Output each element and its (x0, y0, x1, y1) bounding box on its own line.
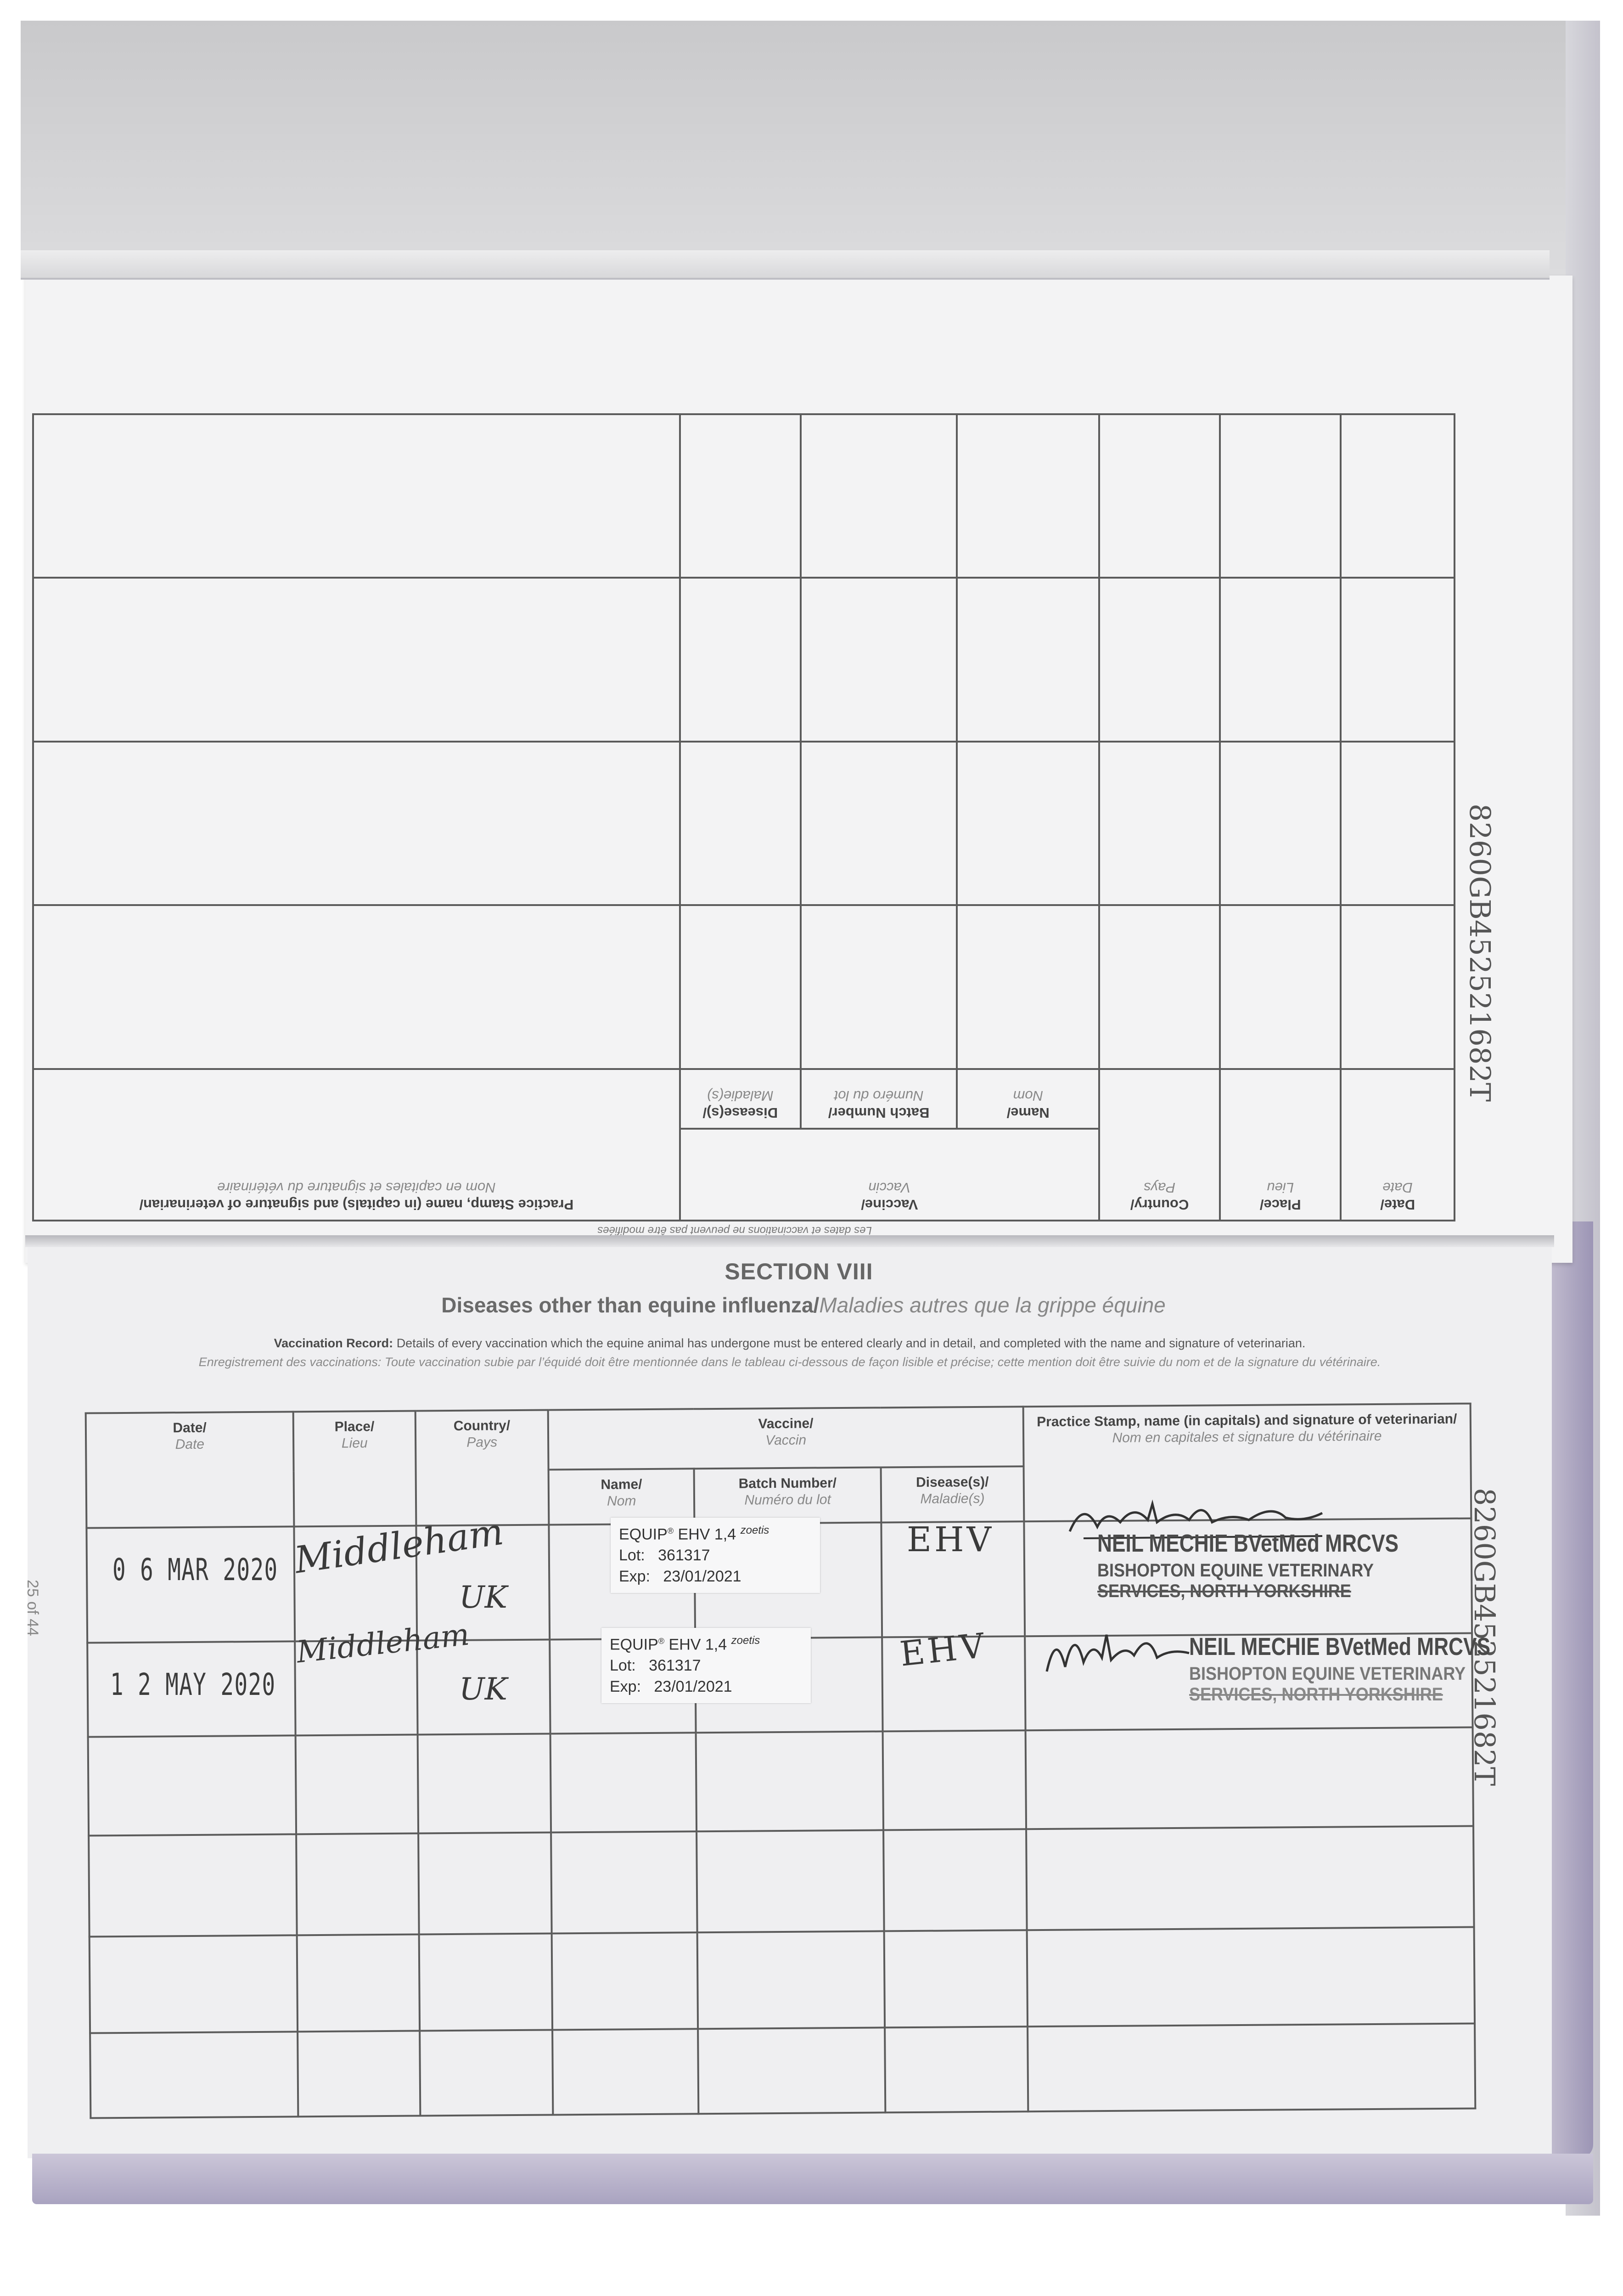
row1-practice-line1: BISHOPTON EQUINE VETERINARY (1097, 1560, 1374, 1581)
upper-table-row (33, 578, 1455, 742)
upper-header-vaccine: Vaccine/ Vaccin (680, 1129, 1099, 1221)
row2-vaccine-label: EQUIP® EHV 1,4 $^{zoetis}$ Lot: 361317 Exp: 23/01/2021 (601, 1628, 811, 1703)
upper-footnote: Les dates et vaccinations ne peuvent pas être modifiées (597, 1224, 872, 1237)
row2-vet-name: NEIL MECHIE BVetMed MRCVS (1189, 1633, 1491, 1660)
upper-header-place: Place/ Lieu (1220, 1069, 1341, 1221)
header-vaccine-name: Name/ Nom (549, 1469, 695, 1525)
section-subtitle: Diseases other than equine influenza/Maladies autres que la grippe équine (441, 1293, 1166, 1317)
header-place: Place/ Lieu (293, 1411, 416, 1527)
row1-country-handwritten: UK (459, 1580, 507, 1615)
row2-practice-line1: BISHOPTON EQUINE VETERINARY (1189, 1664, 1466, 1684)
row1-vaccine-label: EQUIP® EHV 1,4 $^{zoetis}$ Lot: 361317 Exp: 23/01/2021 (611, 1518, 820, 1593)
scanner-background-top (21, 21, 1600, 278)
header-country: Country/ Pays (415, 1410, 549, 1526)
row2-disease-handwritten: EHV (898, 1626, 989, 1674)
upper-header-name: Name/ Nom (957, 1069, 1099, 1129)
row1-disease-handwritten: EHV (907, 1520, 994, 1559)
upper-table-row (33, 906, 1455, 1069)
row1-vet-name: NEIL MECHIE BVetMed MRCVS (1097, 1530, 1399, 1557)
header-diseases: Disease(s)/ Maladie(s) (881, 1466, 1024, 1522)
vaccination-record-instructions: Vaccination Record: Details of every vaccination which the equine animal has undergone must be entered clearly and in detail, and completed with the name and signature of veterinarian. Enregistrement des vaccinations: Toute vaccination subie par l’équidé doit être mentionnée dans le tableau ci-dessous de façon lisible et précise; cette mention doit être suivie du nom et de la signature du vétérinaire. (198, 1336, 1381, 1369)
passport-sleeve-bottom (32, 2154, 1593, 2204)
row1-date-stamp: 0 6 MAR 2020 (112, 1552, 278, 1587)
upper-header-stamp: Practice Stamp, name (in capitals) and signature of veterinarian/ Nom en capitales et signature du vétérinaire (33, 1069, 680, 1221)
page-gutter (25, 1235, 1554, 1247)
row2-date-stamp: 1 2 MAY 2020 (110, 1667, 276, 1702)
row2-practice-stamp (1189, 1632, 1556, 1705)
upper-header-disease: Disease(s)/ Maladie(s) (680, 1069, 801, 1129)
header-vaccine: Vaccine/ Vaccin (548, 1407, 1023, 1469)
upper-header-batch: Batch Number/ Numéro du lot (801, 1069, 957, 1129)
row2-place-handwritten: Middleham (295, 1616, 471, 1670)
upper-header-date: Date/ Date (1341, 1069, 1455, 1221)
serial-number-lower: 8260GB452521682T (1468, 1488, 1501, 1786)
row2-practice-line2: SERVICES, NORTH YORKSHIRE (1189, 1684, 1443, 1705)
table-row (90, 1927, 1475, 2033)
row1-place-handwritten: Middleham (292, 1510, 506, 1582)
page-number: 25 of 44 (24, 1580, 41, 1636)
header-practice-stamp: Practice Stamp, name (in capitals) and signature of veterinarian/ Nom en capitales et signature du vétérinaire (1023, 1403, 1471, 1521)
passport-sleeve-top (21, 250, 1550, 280)
table-row (90, 2023, 1475, 2118)
row1-practice-stamp (1097, 1529, 1465, 1602)
table-row (88, 1727, 1473, 1835)
row2-country-handwritten: UK (459, 1671, 507, 1707)
upper-header-country: Country/ Pays (1099, 1069, 1220, 1221)
upper-table-row (33, 742, 1455, 906)
upper-table-row (33, 414, 1455, 578)
table-row (89, 1826, 1474, 1936)
row1-practice-line2: SERVICES, NORTH YORKSHIRE (1097, 1581, 1351, 1601)
upper-vaccination-table (32, 413, 1455, 1221)
section-title: SECTION VIII (724, 1259, 873, 1284)
serial-number-upper: 8260GB452521682T (1463, 804, 1497, 1102)
header-batch-number: Batch Number/ Numéro du lot (694, 1467, 882, 1524)
header-date: Date/ Date (86, 1412, 294, 1528)
row2-vet-signature (1042, 1621, 1194, 1681)
